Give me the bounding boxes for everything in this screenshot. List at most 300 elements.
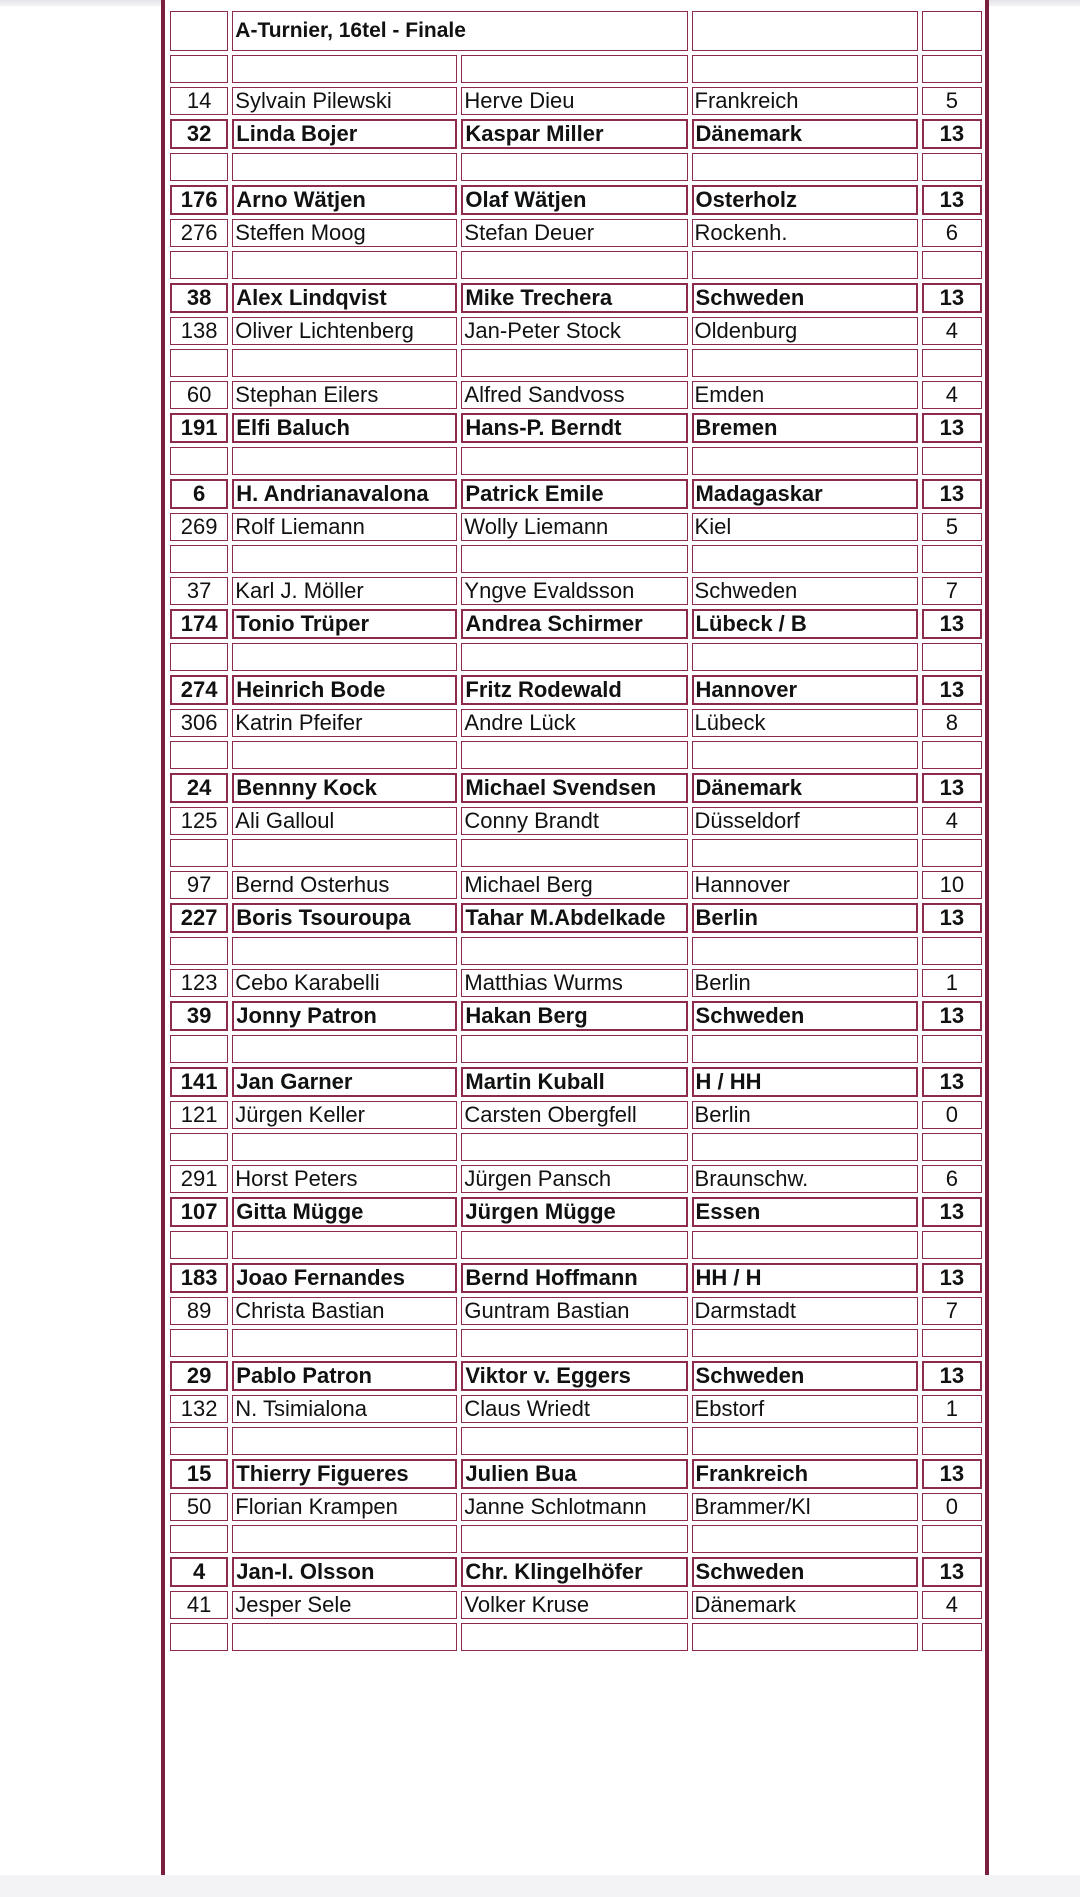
- score: 4: [922, 317, 982, 345]
- empty-cell: [922, 55, 982, 83]
- team-number: 6: [170, 479, 228, 509]
- winner-row: [170, 479, 982, 509]
- empty-cell: [232, 839, 457, 867]
- loser-row: [170, 381, 982, 409]
- player-two: Viktor v. Eggers: [461, 1361, 687, 1391]
- winner-row: [170, 1263, 982, 1293]
- loser-row: [170, 1493, 982, 1521]
- empty-cell: [170, 349, 228, 377]
- spacer-row: [170, 741, 982, 769]
- empty-cell: [922, 741, 982, 769]
- score: 13: [922, 1001, 982, 1031]
- loser-row: [170, 709, 982, 737]
- player-two: Jan-Peter Stock: [461, 317, 687, 345]
- empty-cell: [170, 937, 228, 965]
- player-two: Janne Schlotmann: [461, 1493, 687, 1521]
- team-origin: Kiel: [692, 513, 918, 541]
- empty-cell: [692, 741, 918, 769]
- team-origin: Ebstorf: [692, 1395, 918, 1423]
- team-number: 227: [170, 903, 228, 933]
- empty-cell: [232, 55, 457, 83]
- winner-row: [170, 185, 982, 215]
- team-origin: Schweden: [692, 1001, 918, 1031]
- player-one: Boris Tsouroupa: [232, 903, 457, 933]
- empty-cell: [170, 1329, 228, 1357]
- player-two: Chr. Klingelhöfer: [461, 1557, 687, 1587]
- team-number: 32: [170, 119, 228, 149]
- team-number: 50: [170, 1493, 228, 1521]
- player-two: Patrick Emile: [461, 479, 687, 509]
- spacer-row: [170, 251, 982, 279]
- team-number: 138: [170, 317, 228, 345]
- empty-cell: [170, 1035, 228, 1063]
- team-number: 123: [170, 969, 228, 997]
- player-one: Tonio Trüper: [232, 609, 457, 639]
- empty-cell: [461, 1231, 687, 1259]
- player-two: Wolly Liemann: [461, 513, 687, 541]
- player-one: Linda Bojer: [232, 119, 457, 149]
- empty-cell: [692, 1231, 918, 1259]
- score: 5: [922, 87, 982, 115]
- score: 0: [922, 1493, 982, 1521]
- empty-cell: [692, 447, 918, 475]
- player-one: Christa Bastian: [232, 1297, 457, 1325]
- empty-cell: [170, 1623, 228, 1651]
- empty-cell: [461, 55, 687, 83]
- player-one: Jan Garner: [232, 1067, 457, 1097]
- empty-cell: [170, 839, 228, 867]
- empty-cell: [461, 1623, 687, 1651]
- player-two: Carsten Obergfell: [461, 1101, 687, 1129]
- empty-cell: [232, 153, 457, 181]
- empty-cell: [922, 1427, 982, 1455]
- loser-row: [170, 969, 982, 997]
- empty-cell: [170, 447, 228, 475]
- player-one: H. Andrianavalona: [232, 479, 457, 509]
- spacer-row: [170, 839, 982, 867]
- empty-cell: [922, 1231, 982, 1259]
- spacer-row: [170, 349, 982, 377]
- player-one: Jonny Patron: [232, 1001, 457, 1031]
- player-two: Mike Trechera: [461, 283, 687, 313]
- score: 13: [922, 185, 982, 215]
- winner-row: [170, 773, 982, 803]
- score: 10: [922, 871, 982, 899]
- winner-row: [170, 1067, 982, 1097]
- empty-cell: [232, 1427, 457, 1455]
- spacer-row: [170, 1427, 982, 1455]
- spacer-row: [170, 447, 982, 475]
- team-origin: Lübeck / B: [692, 609, 918, 639]
- player-one: Heinrich Bode: [232, 675, 457, 705]
- spacer-row: [170, 1133, 982, 1161]
- score: 13: [922, 1263, 982, 1293]
- player-two: Tahar M.Abdelkade: [461, 903, 687, 933]
- loser-row: [170, 1165, 982, 1193]
- player-two: Matthias Wurms: [461, 969, 687, 997]
- team-origin: Madagaskar: [692, 479, 918, 509]
- score: 13: [922, 1067, 982, 1097]
- player-one: Cebo Karabelli: [232, 969, 457, 997]
- team-number: 132: [170, 1395, 228, 1423]
- winner-row: [170, 675, 982, 705]
- empty-cell: [922, 1623, 982, 1651]
- empty-cell: [922, 153, 982, 181]
- spacer-row: [170, 55, 982, 83]
- team-number: 14: [170, 87, 228, 115]
- team-origin: Bremen: [692, 413, 918, 443]
- team-origin: Frankreich: [692, 87, 918, 115]
- loser-row: [170, 1395, 982, 1423]
- empty-cell: [922, 447, 982, 475]
- round-title: A-Turnier, 16tel - Finale: [232, 11, 687, 51]
- team-origin: Osterholz: [692, 185, 918, 215]
- team-number: 191: [170, 413, 228, 443]
- empty-cell: [461, 1035, 687, 1063]
- empty-cell: [922, 937, 982, 965]
- empty-cell: [922, 251, 982, 279]
- team-origin: Berlin: [692, 969, 918, 997]
- player-one: Joao Fernandes: [232, 1263, 457, 1293]
- empty-cell: [692, 251, 918, 279]
- team-origin: Hannover: [692, 675, 918, 705]
- empty-cell: [170, 643, 228, 671]
- empty-cell: [461, 545, 687, 573]
- score: 13: [922, 675, 982, 705]
- title-cell-empty: [922, 11, 982, 51]
- team-number: 39: [170, 1001, 228, 1031]
- player-two: Yngve Evaldsson: [461, 577, 687, 605]
- score: 5: [922, 513, 982, 541]
- player-one: Bennny Kock: [232, 773, 457, 803]
- player-two: Hans-P. Berndt: [461, 413, 687, 443]
- title-cell-empty: [692, 11, 918, 51]
- spacer-row: [170, 1525, 982, 1553]
- empty-cell: [922, 1133, 982, 1161]
- player-one: Katrin Pfeifer: [232, 709, 457, 737]
- score: 4: [922, 1591, 982, 1619]
- team-origin: H / HH: [692, 1067, 918, 1097]
- player-one: Thierry Figueres: [232, 1459, 457, 1489]
- empty-cell: [692, 643, 918, 671]
- team-number: 141: [170, 1067, 228, 1097]
- loser-row: [170, 219, 982, 247]
- score: 6: [922, 219, 982, 247]
- spacer-row: [170, 1231, 982, 1259]
- winner-row: [170, 283, 982, 313]
- empty-cell: [461, 1525, 687, 1553]
- loser-row: [170, 1591, 982, 1619]
- player-one: N. Tsimialona: [232, 1395, 457, 1423]
- player-one: Steffen Moog: [232, 219, 457, 247]
- team-origin: Frankreich: [692, 1459, 918, 1489]
- team-number: 125: [170, 807, 228, 835]
- player-one: Alex Lindqvist: [232, 283, 457, 313]
- empty-cell: [232, 1133, 457, 1161]
- player-one: Rolf Liemann: [232, 513, 457, 541]
- empty-cell: [692, 349, 918, 377]
- team-number: 97: [170, 871, 228, 899]
- team-number: 107: [170, 1197, 228, 1227]
- player-one: Oliver Lichtenberg: [232, 317, 457, 345]
- winner-row: [170, 609, 982, 639]
- player-one: Elfi Baluch: [232, 413, 457, 443]
- empty-cell: [170, 545, 228, 573]
- empty-cell: [461, 251, 687, 279]
- empty-cell: [232, 1329, 457, 1357]
- score: 13: [922, 1557, 982, 1587]
- empty-cell: [922, 545, 982, 573]
- empty-cell: [692, 839, 918, 867]
- team-number: 15: [170, 1459, 228, 1489]
- score: 13: [922, 413, 982, 443]
- score: 7: [922, 577, 982, 605]
- team-number: 274: [170, 675, 228, 705]
- empty-cell: [692, 1035, 918, 1063]
- team-number: 269: [170, 513, 228, 541]
- score: 13: [922, 479, 982, 509]
- team-number: 176: [170, 185, 228, 215]
- player-one: Stephan Eilers: [232, 381, 457, 409]
- empty-cell: [922, 1329, 982, 1357]
- player-two: Guntram Bastian: [461, 1297, 687, 1325]
- empty-cell: [170, 1231, 228, 1259]
- player-two: Julien Bua: [461, 1459, 687, 1489]
- title-row: [170, 11, 982, 51]
- team-origin: Schweden: [692, 283, 918, 313]
- score: 7: [922, 1297, 982, 1325]
- winner-row: [170, 1557, 982, 1587]
- empty-cell: [461, 1329, 687, 1357]
- player-two: Jürgen Mügge: [461, 1197, 687, 1227]
- team-origin: Schweden: [692, 1557, 918, 1587]
- team-number: 121: [170, 1101, 228, 1129]
- player-one: Jesper Sele: [232, 1591, 457, 1619]
- empty-cell: [232, 1035, 457, 1063]
- score: 1: [922, 969, 982, 997]
- player-one: Pablo Patron: [232, 1361, 457, 1391]
- player-one: Florian Krampen: [232, 1493, 457, 1521]
- team-origin: HH / H: [692, 1263, 918, 1293]
- loser-row: [170, 871, 982, 899]
- empty-cell: [692, 545, 918, 573]
- empty-cell: [232, 1231, 457, 1259]
- team-number: 37: [170, 577, 228, 605]
- team-origin: Dänemark: [692, 773, 918, 803]
- score: 13: [922, 1459, 982, 1489]
- team-origin: Hannover: [692, 871, 918, 899]
- empty-cell: [232, 447, 457, 475]
- empty-cell: [170, 55, 228, 83]
- spacer-row: [170, 643, 982, 671]
- empty-cell: [692, 55, 918, 83]
- winner-row: [170, 1459, 982, 1489]
- spacer-row: [170, 1623, 982, 1651]
- player-two: Olaf Wätjen: [461, 185, 687, 215]
- player-one: Ali Galloul: [232, 807, 457, 835]
- team-origin: Emden: [692, 381, 918, 409]
- empty-cell: [922, 1525, 982, 1553]
- winner-row: [170, 1361, 982, 1391]
- team-number: 29: [170, 1361, 228, 1391]
- empty-cell: [692, 937, 918, 965]
- empty-cell: [232, 251, 457, 279]
- player-two: Michael Berg: [461, 871, 687, 899]
- team-origin: Lübeck: [692, 709, 918, 737]
- team-number: 41: [170, 1591, 228, 1619]
- player-two: Andre Lück: [461, 709, 687, 737]
- winner-row: [170, 1197, 982, 1227]
- team-number: 183: [170, 1263, 228, 1293]
- empty-cell: [170, 741, 228, 769]
- score: 13: [922, 1361, 982, 1391]
- empty-cell: [692, 1427, 918, 1455]
- spacer-row: [170, 1329, 982, 1357]
- team-origin: Schweden: [692, 577, 918, 605]
- empty-cell: [922, 839, 982, 867]
- loser-row: [170, 577, 982, 605]
- team-origin: Essen: [692, 1197, 918, 1227]
- empty-cell: [232, 349, 457, 377]
- loser-row: [170, 807, 982, 835]
- empty-cell: [232, 937, 457, 965]
- empty-cell: [170, 1427, 228, 1455]
- empty-cell: [170, 1133, 228, 1161]
- team-number: 291: [170, 1165, 228, 1193]
- loser-row: [170, 513, 982, 541]
- player-two: Volker Kruse: [461, 1591, 687, 1619]
- player-two: Conny Brandt: [461, 807, 687, 835]
- score: 4: [922, 381, 982, 409]
- player-two: Kaspar Miller: [461, 119, 687, 149]
- score: 13: [922, 609, 982, 639]
- empty-cell: [232, 545, 457, 573]
- score: 6: [922, 1165, 982, 1193]
- team-origin: Schweden: [692, 1361, 918, 1391]
- team-number: 276: [170, 219, 228, 247]
- team-origin: Berlin: [692, 1101, 918, 1129]
- team-origin: Oldenburg: [692, 317, 918, 345]
- empty-cell: [922, 1035, 982, 1063]
- results-table: [166, 7, 986, 1655]
- spacer-row: [170, 1035, 982, 1063]
- score: 8: [922, 709, 982, 737]
- empty-cell: [461, 1133, 687, 1161]
- team-number: 89: [170, 1297, 228, 1325]
- empty-cell: [461, 447, 687, 475]
- team-number: 60: [170, 381, 228, 409]
- winner-row: [170, 903, 982, 933]
- score: 4: [922, 807, 982, 835]
- empty-cell: [692, 1525, 918, 1553]
- loser-row: [170, 87, 982, 115]
- empty-cell: [170, 1525, 228, 1553]
- score: 13: [922, 1197, 982, 1227]
- player-one: Horst Peters: [232, 1165, 457, 1193]
- score: 0: [922, 1101, 982, 1129]
- player-one: Karl J. Möller: [232, 577, 457, 605]
- empty-cell: [461, 839, 687, 867]
- player-two: Andrea Schirmer: [461, 609, 687, 639]
- player-two: Herve Dieu: [461, 87, 687, 115]
- player-two: Hakan Berg: [461, 1001, 687, 1031]
- team-number: 38: [170, 283, 228, 313]
- team-origin: Dänemark: [692, 1591, 918, 1619]
- player-one: Sylvain Pilewski: [232, 87, 457, 115]
- team-origin: Brammer/Kl: [692, 1493, 918, 1521]
- empty-cell: [461, 349, 687, 377]
- player-two: Bernd Hoffmann: [461, 1263, 687, 1293]
- score: 13: [922, 773, 982, 803]
- player-two: Martin Kuball: [461, 1067, 687, 1097]
- team-number: 174: [170, 609, 228, 639]
- loser-row: [170, 1101, 982, 1129]
- player-two: Jürgen Pansch: [461, 1165, 687, 1193]
- player-two: Stefan Deuer: [461, 219, 687, 247]
- empty-cell: [461, 937, 687, 965]
- empty-cell: [461, 741, 687, 769]
- player-two: Fritz Rodewald: [461, 675, 687, 705]
- empty-cell: [922, 643, 982, 671]
- winner-row: [170, 119, 982, 149]
- player-one: Gitta Mügge: [232, 1197, 457, 1227]
- title-cell-empty: [170, 11, 228, 51]
- empty-cell: [232, 1623, 457, 1651]
- winner-row: [170, 1001, 982, 1031]
- empty-cell: [170, 251, 228, 279]
- empty-cell: [232, 741, 457, 769]
- empty-cell: [692, 1623, 918, 1651]
- team-origin: Braunschw.: [692, 1165, 918, 1193]
- score: 1: [922, 1395, 982, 1423]
- spacer-row: [170, 937, 982, 965]
- team-origin: Darmstadt: [692, 1297, 918, 1325]
- team-number: 24: [170, 773, 228, 803]
- player-one: Bernd Osterhus: [232, 871, 457, 899]
- player-two: Claus Wriedt: [461, 1395, 687, 1423]
- empty-cell: [232, 1525, 457, 1553]
- team-origin: Rockenh.: [692, 219, 918, 247]
- empty-cell: [461, 153, 687, 181]
- spacer-row: [170, 545, 982, 573]
- score: 13: [922, 119, 982, 149]
- player-two: Michael Svendsen: [461, 773, 687, 803]
- score: 13: [922, 283, 982, 313]
- player-one: Jan-I. Olsson: [232, 1557, 457, 1587]
- team-number: 4: [170, 1557, 228, 1587]
- results-body: [170, 11, 982, 1651]
- spacer-row: [170, 153, 982, 181]
- team-origin: Düsseldorf: [692, 807, 918, 835]
- player-one: Arno Wätjen: [232, 185, 457, 215]
- loser-row: [170, 1297, 982, 1325]
- empty-cell: [922, 349, 982, 377]
- loser-row: [170, 317, 982, 345]
- team-origin: Dänemark: [692, 119, 918, 149]
- empty-cell: [461, 643, 687, 671]
- team-number: 306: [170, 709, 228, 737]
- bottom-band: [0, 1875, 1080, 1897]
- empty-cell: [461, 1427, 687, 1455]
- empty-cell: [232, 643, 457, 671]
- empty-cell: [170, 153, 228, 181]
- empty-cell: [692, 1133, 918, 1161]
- winner-row: [170, 413, 982, 443]
- player-two: Alfred Sandvoss: [461, 381, 687, 409]
- player-one: Jürgen Keller: [232, 1101, 457, 1129]
- score: 13: [922, 903, 982, 933]
- empty-cell: [692, 153, 918, 181]
